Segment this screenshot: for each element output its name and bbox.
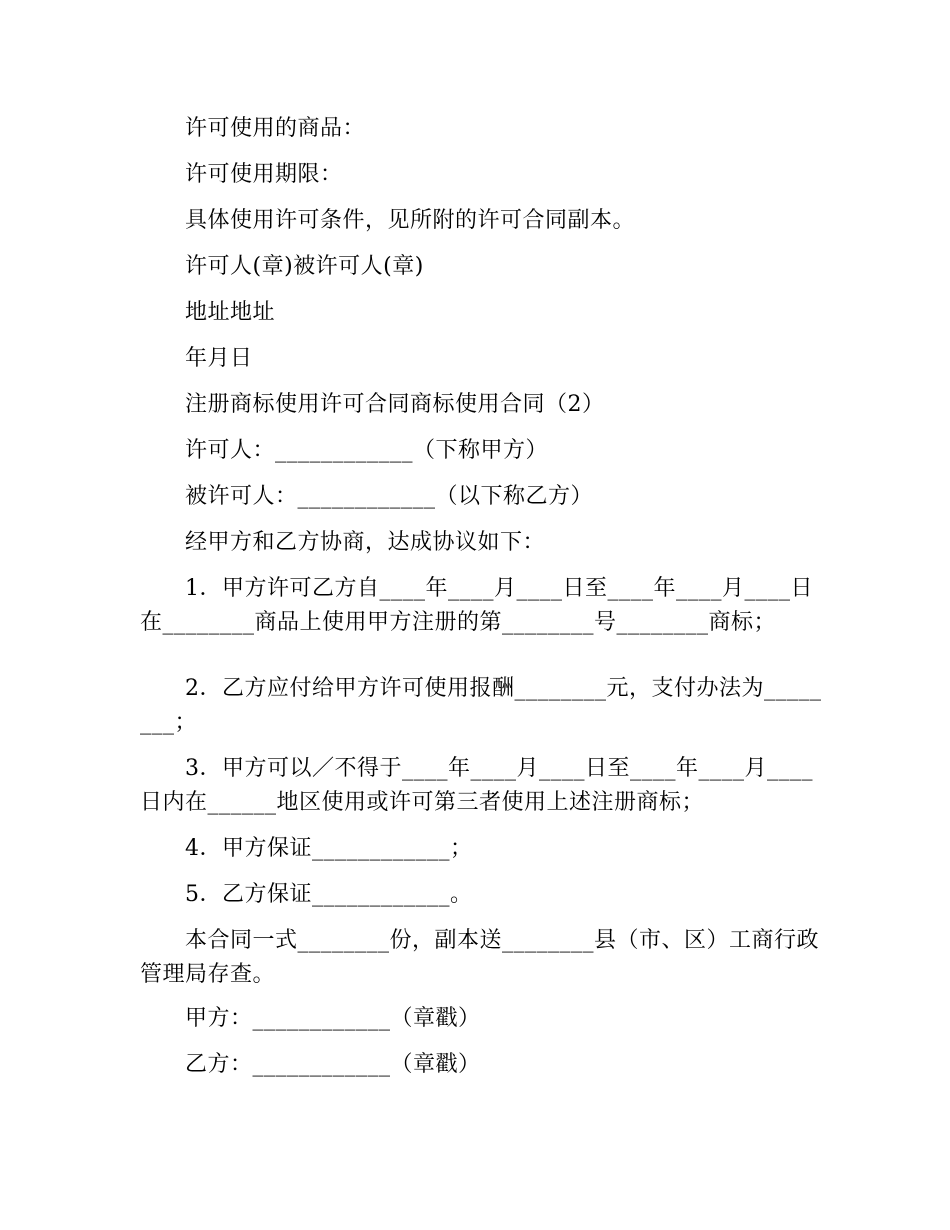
license-conditions-line: 具体使用许可条件，见所附的许可合同副本。 <box>185 208 636 233</box>
address-line: 地址地址 <box>185 300 276 325</box>
licensee-party-b-line: 被许可人：____________（以下称乙方） <box>185 484 594 509</box>
licensed-goods-line: 许可使用的商品： <box>185 116 366 141</box>
party-a-signature-line: 甲方：____________（章戳） <box>185 1006 481 1031</box>
licensor-party-a-line: 许可人：____________（下称甲方） <box>185 438 549 463</box>
license-period-line: 许可使用期限： <box>185 162 343 187</box>
party-b-signature-line: 乙方：____________（章戳） <box>185 1052 481 1077</box>
copies-clause: 本合同一式________份，副本送________县（市、区）工商行政管理局存查。 <box>140 928 820 987</box>
licensor-licensee-seal-line: 许可人(章)被许可人(章) <box>185 254 424 279</box>
contract-title: 注册商标使用许可合同商标使用合同（2） <box>185 392 605 417</box>
clause-2: 2．乙方应付给甲方许可使用报酬________元，支付办法为________； <box>140 676 822 735</box>
clause-5: 5．乙方保证____________。 <box>185 882 473 907</box>
date-line: 年月日 <box>185 346 253 371</box>
clause-1: 1．甲方许可乙方自____年____月____日至____年____月____日在________商品上使用甲方注册的第________号________商标； <box>140 576 813 635</box>
clause-4: 4．甲方保证____________； <box>185 836 473 861</box>
agreement-intro-line: 经甲方和乙方协商，达成协议如下： <box>185 530 546 555</box>
clause-3: 3．甲方可以／不得于____年____月____日至____年____月____日内在______地区使用或许可第三者使用上述注册商标； <box>140 756 813 815</box>
